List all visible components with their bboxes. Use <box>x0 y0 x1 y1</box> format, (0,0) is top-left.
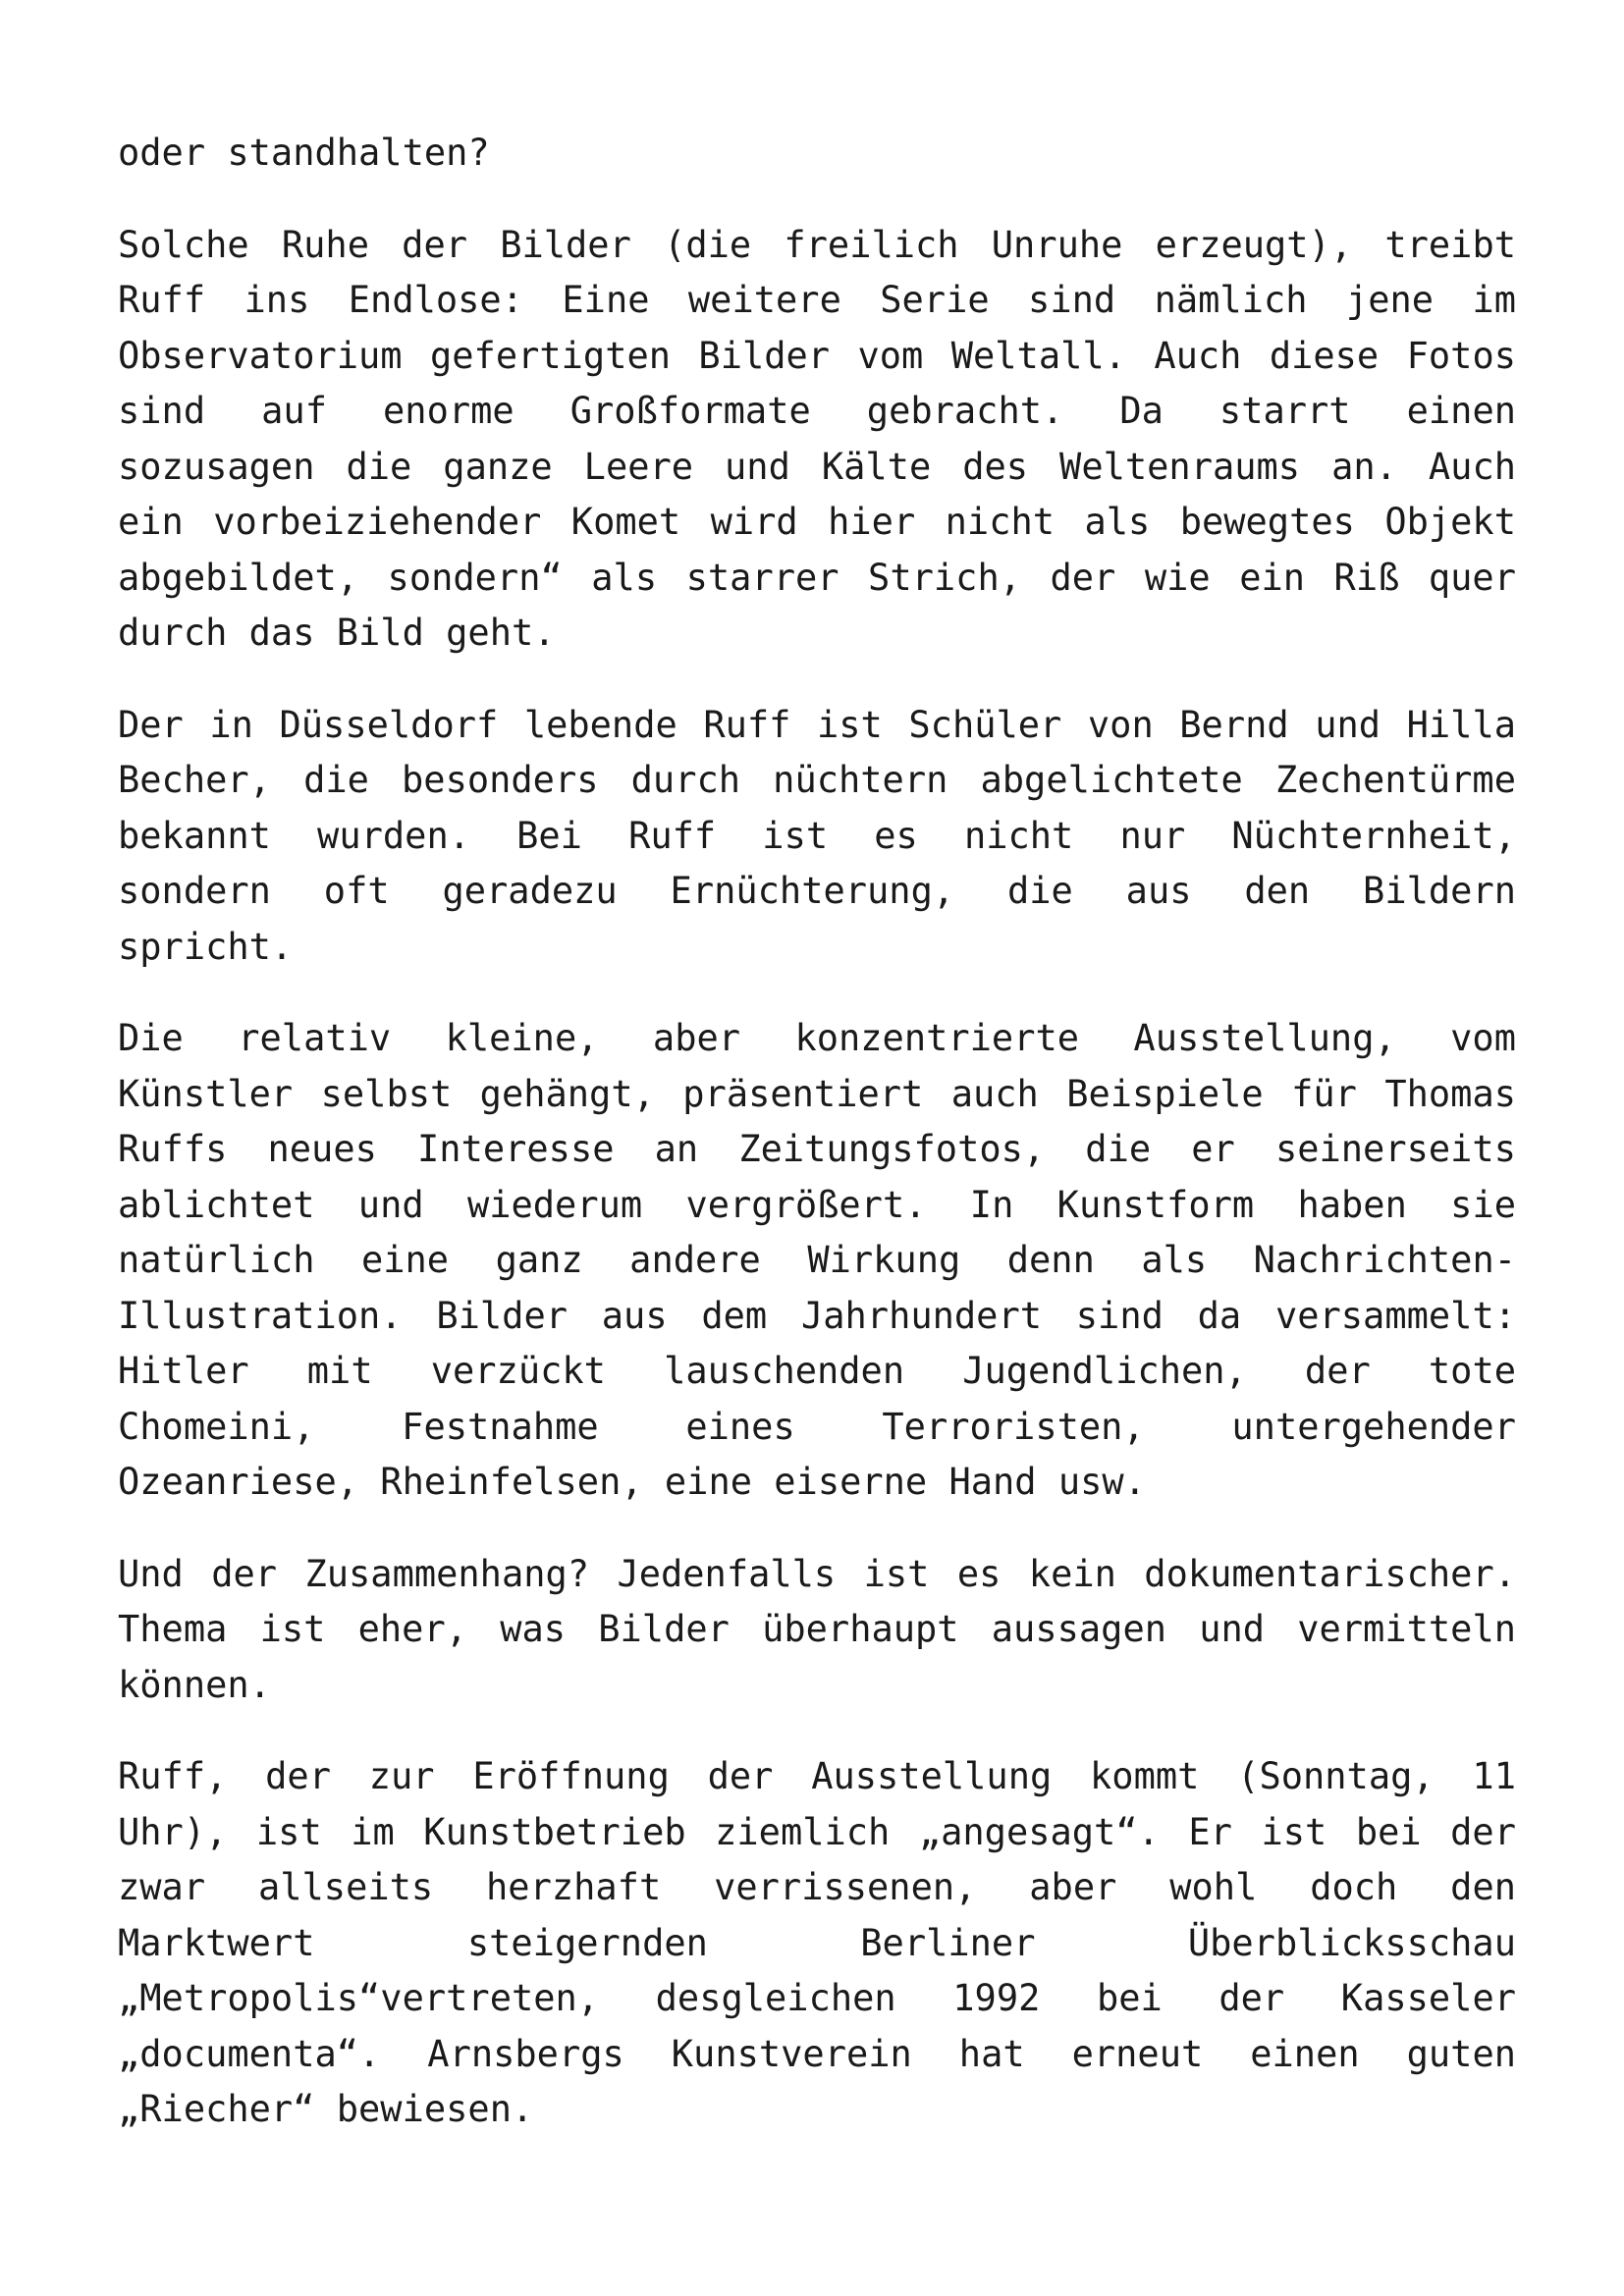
text-line: Künstler selbst gehängt, präsentiert auch Beispiele für Thomas <box>118 1072 1516 1115</box>
text-line: Hitler mit verzückt lauschenden Jugendlichen, der tote <box>118 1350 1516 1392</box>
paragraph <box>118 1011 1516 1511</box>
text-line: Marktwert steigernden Berliner Überblicksschau <box>118 1921 1516 1964</box>
text-line: können. <box>118 1663 271 1706</box>
text-line: natürlich eine ganz andere Wirkung denn als Nachrichten- <box>118 1239 1516 1281</box>
text-line: Observatorium gefertigten Bilder vom Weltall. Auch diese Fotos <box>118 334 1516 377</box>
document-body <box>118 126 1516 2174</box>
text-line: Ruff ins Endlose: Eine weitere Serie sind nämlich jene im <box>118 279 1516 321</box>
text-line: Solche Ruhe der Bilder (die freilich Unruhe erzeugt), treibt <box>118 223 1516 266</box>
text-line: „Metropolis“vertreten, desgleichen 1992 bei der Kasseler <box>118 1977 1516 2019</box>
text-line: Ozeanriese, Rheinfelsen, eine eiserne Hand usw. <box>118 1461 1146 1503</box>
text-line: Thema ist eher, was Bilder überhaupt aussagen und vermitteln <box>118 1608 1516 1650</box>
text-line: sozusagen die ganze Leere und Kälte des Weltenraums an. Auch <box>118 445 1516 488</box>
text-line: Die relativ kleine, aber konzentrierte Ausstellung, vom <box>118 1017 1516 1059</box>
paragraph <box>118 698 1516 976</box>
text-line: ein vorbeiziehender Komet wird hier nicht als bewegtes Objekt <box>118 501 1516 543</box>
text-line: oder standhalten? <box>118 132 490 174</box>
text-line: Der in Düsseldorf lebende Ruff ist Schüler von Bernd und Hilla <box>118 703 1516 746</box>
text-line: Ruff, der zur Eröffnung der Ausstellung kommt (Sonntag, 11 <box>118 1755 1516 1797</box>
text-line: sondern oft geradezu Ernüchterung, die aus den Bildern <box>118 870 1516 912</box>
text-line: ablichtet und wiederum vergrößert. In Kunstform haben sie <box>118 1183 1516 1226</box>
text-line: durch das Bild geht. <box>118 612 556 654</box>
text-line: „Riecher“ bewiesen. <box>118 2088 534 2130</box>
text-line: Illustration. Bilder aus dem Jahrhundert sind da versammelt: <box>118 1294 1516 1337</box>
text-line: spricht. <box>118 925 294 968</box>
text-line: zwar allseits herzhaft verrissenen, aber wohl doch den <box>118 1866 1516 1908</box>
text-line: bekannt wurden. Bei Ruff ist es nicht nur Nüchternheit, <box>118 814 1516 857</box>
text-line: „documenta“. Arnsbergs Kunstverein hat erneut einen guten <box>118 2032 1516 2075</box>
text-line: Becher, die besonders durch nüchtern abgelichtete Zechentürme <box>118 759 1516 801</box>
text-line: Chomeini, Festnahme eines Terroristen, untergehender <box>118 1405 1516 1448</box>
text-line: abgebildet, sondern“ als starrer Strich, der wie ein Riß quer <box>118 556 1516 599</box>
text-line: Uhr), ist im Kunstbetrieb ziemlich „angesagt“. Er ist bei der <box>118 1810 1516 1853</box>
paragraph <box>118 126 1516 182</box>
paragraph <box>118 1749 1516 2138</box>
text-line: Und der Zusammenhang? Jedenfalls ist es kein dokumentarischer. <box>118 1552 1516 1595</box>
text-line: Ruffs neues Interesse an Zeitungsfotos, die er seinerseits <box>118 1128 1516 1170</box>
text-line: sind auf enorme Großformate gebracht. Da starrt einen <box>118 390 1516 432</box>
paragraph <box>118 218 1516 662</box>
paragraph <box>118 1547 1516 1714</box>
